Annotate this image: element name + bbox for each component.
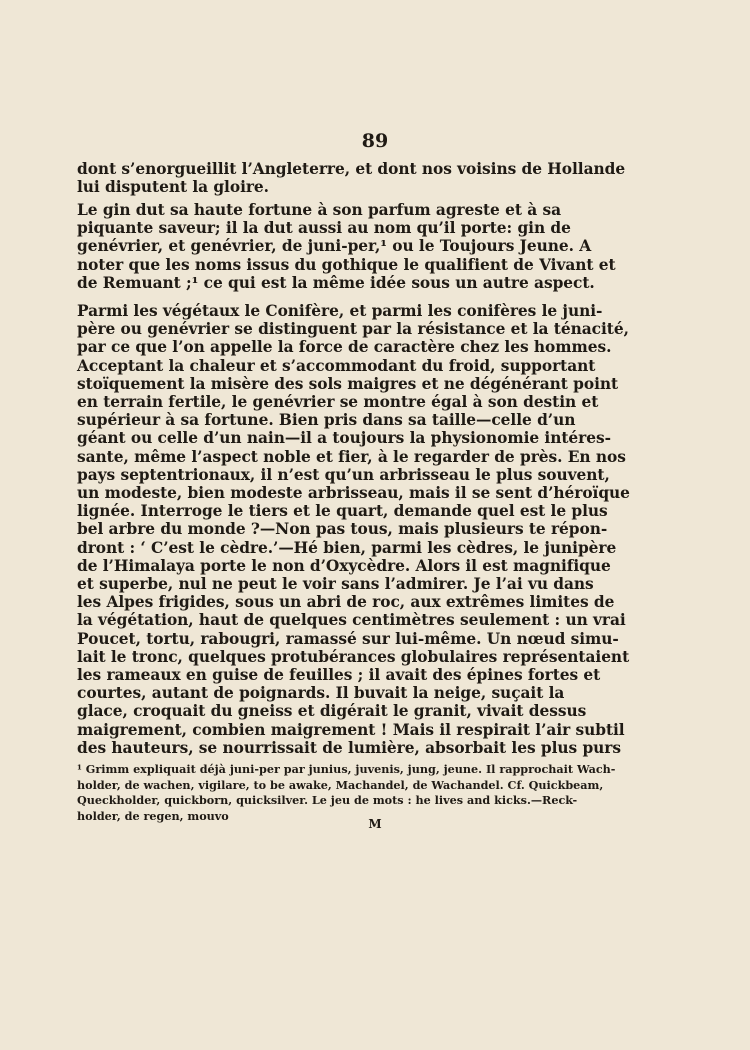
paragraph-1: [77, 160, 626, 197]
text-line: la végétation, haut de quelques centimètres seulement : un vrai: [77, 611, 626, 630]
text-line: des hauteurs, se nourrissait de lumière, absorbait les plus purs: [77, 738, 621, 757]
text-line: bel arbre du monde ?—Non pas tous, mais plusieurs te répon-: [77, 520, 608, 539]
page-number: 89: [361, 130, 389, 152]
text-line: et superbe, nul ne peut le voir sans l’admirer. Je l’ai vu dans: [77, 575, 594, 594]
text-line: noter que les noms issus du gothique le qualifient de Vivant et: [77, 255, 616, 274]
text-line: en terrain fertile, le genévrier se montre égal à son destin et: [77, 393, 599, 412]
text-line: père ou genévrier se distinguent par la résistance et la ténacité,: [77, 320, 629, 339]
text-line: maigrement, combien maigrement ! Mais il respirait l’air subtil: [77, 720, 625, 739]
footnote-line: ¹ Grimm expliquait déjà juni-per par junius, juvenis, jung, jeune. Il rapprochait Wach-: [77, 762, 616, 776]
text-line: Acceptant la chaleur et s’accommodant du froid, supportant: [77, 356, 596, 375]
text-line: genévrier, et genévrier, de juni-per,¹ ou le Toujours Jeune. A: [77, 237, 592, 256]
text-line: Poucet, tortu, rabougri, ramassé sur lui-même. Un nœud simu-: [77, 629, 619, 648]
text-line: pays septentrionaux, il n’est qu’un arbrisseau le plus souvent,: [77, 465, 610, 484]
paragraph-2: [77, 201, 616, 292]
text-line: sante, même l’aspect noble et fier, à le regarder de près. En nos: [77, 447, 626, 466]
text-line: de Remuant ;¹ ce qui est la même idée sous un autre aspect.: [77, 273, 595, 292]
footnote: [77, 762, 616, 824]
text-line: les rameaux en guise de feuilles ; il avait des épines fortes et: [77, 666, 601, 685]
signature-mark: M: [368, 817, 382, 831]
text-line: glace, croquait du gneiss et digérait le granit, vivait dessus: [77, 702, 587, 721]
text-line: supérieur à sa fortune. Bien pris dans sa taille—celle d’un: [77, 411, 576, 430]
footnote-line: holder, de wachen, vigilare, to be awake, Machandel, de Wachandel. Cf. Quickbeam,: [77, 777, 604, 792]
text-line: courtes, autant de poignards. Il buvait la neige, suçait la: [77, 684, 565, 703]
text-line: lignée. Interroge le tiers et le quart, demande quel est le plus: [77, 502, 608, 521]
text-line: dront : ‘ C’est le cèdre.’—Hé bien, parmi les cèdres, le junipère: [77, 538, 617, 557]
text-line: Parmi les végétaux le Conifère, et parmi les conifères le juni-: [77, 302, 603, 320]
text-line: dont s’enorgueillit l’Angleterre, et dont nos voisins de Hollande: [77, 160, 626, 178]
text-line: stoïquement la misère des sols maigres et ne dégénérant point: [77, 374, 619, 393]
text-line: lui disputent la gloire.: [77, 178, 269, 197]
footnote-line: Queckholder, quickborn, quicksilver. Le jeu de mots : he lives and kicks.—Reck-: [77, 793, 578, 808]
text-line: les Alpes frigides, sous un abri de roc, aux extrêmes limites de: [77, 593, 615, 612]
text-line: un modeste, bien modeste arbrisseau, mais il se sent d’héroïque: [77, 484, 630, 503]
text-line: Le gin dut sa haute fortune à son parfum agreste et à sa: [77, 201, 561, 219]
text-line: lait le tronc, quelques protubérances globulaires représentaient: [77, 647, 630, 666]
text-line: géant ou celle d’un nain—il a toujours la physionomie intéres-: [77, 429, 611, 448]
text-line: piquante saveur; il la dut aussi au nom qu’il porte: gin de: [77, 219, 571, 238]
text-line: de l’Himalaya porte le non d’Oxycèdre. Alors il est magnifique: [77, 556, 611, 575]
footnote-line: holder, de regen, mouvo: [77, 808, 229, 823]
text-line: par ce que l’on appelle la force de caractère chez les hommes.: [77, 338, 612, 357]
paragraph-3: [77, 302, 630, 757]
